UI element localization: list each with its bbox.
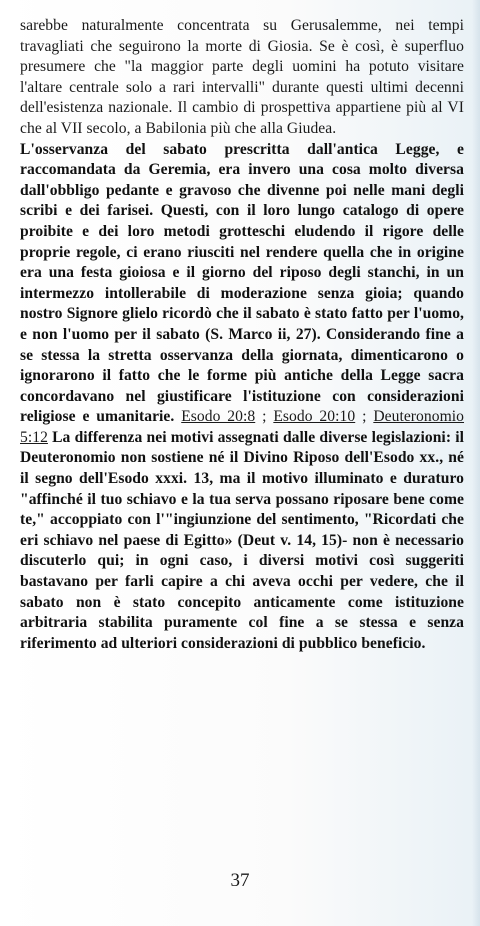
page-number: 37 [230, 870, 250, 891]
body-text [20, 16, 464, 654]
paragraph-2-text: L'osservanza del sabato prescritta dall'antica Legge, e raccomandata da Geremia, era invero una cosa molto diversa dall'obbligo pedante e gravoso che divenne poi nelle mani degli scribi e dei farisei. Questi, con il loro lungo catalogo di opere proibite e dei loro metodi grotteschi eludendo il rigore delle proprie regole, ci erano riusciti nel rendere quella che in origine era una festa gioiosa e il giorno del riposo degli stanchi, in un intermezzo intollerabile di moderazione senza gioia; quando nostro Signore glielo ricordò che il sabato è stato fatto per l'uomo, e non l'uomo per il sabato (S. Marco ii, 27). Considerando fine a se stessa la stretta osservanza della giornata, dimenticarono o ignorarono il fatto che le forme più antiche della Legge sacra concordavano nel giustificare l'istituzione con considerazioni religiose e umanitarie. [20, 140, 464, 426]
reference-link-deuteronomio-5-12[interactable]: Deuteronomio 5:12 [20, 408, 465, 446]
reference-separator: ; [355, 408, 374, 426]
page-edge-shadow [472, 0, 480, 926]
paragraph-1: sarebbe naturalmente concentrata su Gerusalemme, nei tempi travagliati che seguirono la morte di Giosia. Se è così, è superfluo presumere che "la maggior parte degli uomini ha potuto visitare l'altare centrale solo a rari intervalli" durante questi ultimi decenni dell'esistenza nazionale. Il cambio di prospettiva appartiene più al VI che al VII secolo, a Babilonia più che alla Giudea. [20, 17, 464, 137]
paragraph-2 [20, 140, 464, 655]
reference-link-esodo-20-10[interactable]: Esodo 20:10 [273, 408, 356, 426]
paragraph-2-tail: La differenza nei motivi assegnati dalle diverse legislazioni: il Deuteronomio non sostiene né il Divino Riposo dell'Esodo xx., né il segno dell'Esodo xxxi. 13, ma il motivo illuminato e duraturo "affinché il tuo schiavo e la tua serva possano riposare bene come te," accoppiato con l'"ingiunzione del sentimento, "Ricordati che eri schiavo nel paese di Egitto» (Deut v. 14, 15)- non è necessario discuterlo qui; in ogni caso, i diversi motivi così suggeriti bastavano per farli capire a chi aveva occhi per vedere, che il sabato non è stato concepito anticamente come istituzione arbitraria stabilita puramente col fine a se stessa e senza riferimento ad ulteriori considerazioni di pubblico beneficio. [20, 428, 464, 652]
reference-separator: ; [255, 408, 274, 426]
reference-link-esodo-20-8[interactable]: Esodo 20:8 [181, 408, 256, 426]
